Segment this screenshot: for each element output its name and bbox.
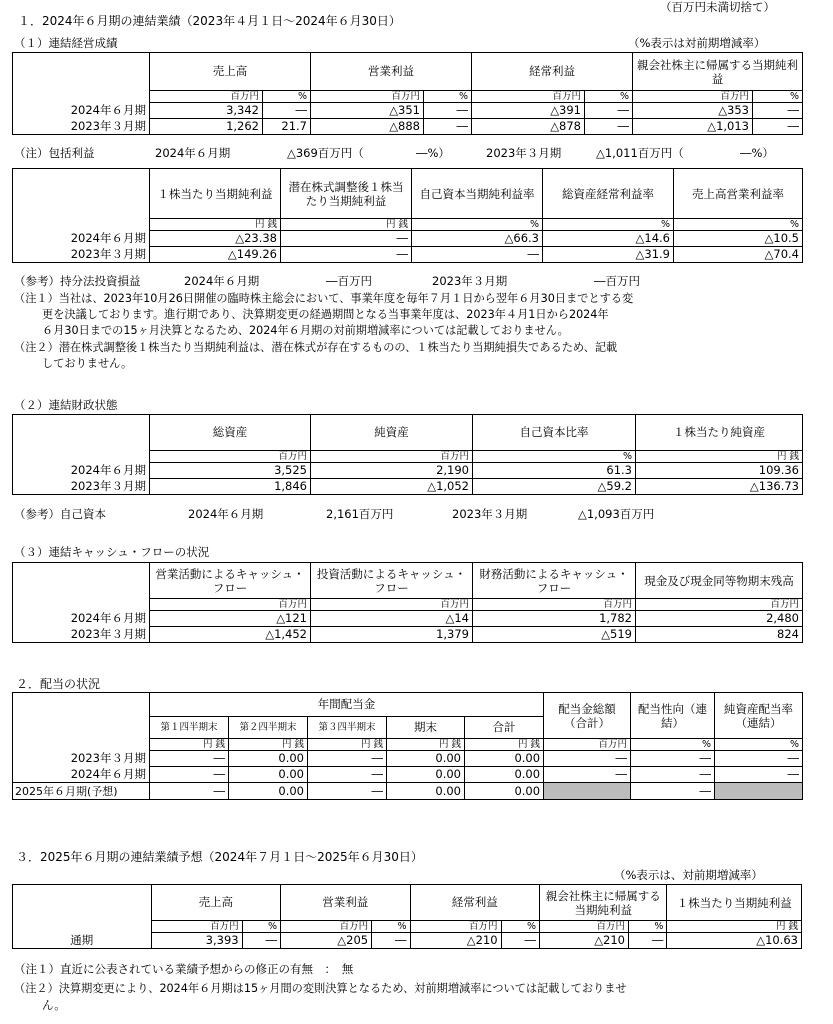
header-bps: １株当たり純資産 <box>636 415 803 451</box>
header-diluted-eps: 潜在株式調整後１株当たり当期純利益 <box>281 169 412 219</box>
header-financing-cf: 財務活動によるキャッシュ・フロー <box>473 563 636 599</box>
value-cell: ― <box>150 767 229 783</box>
value-cell: ― <box>585 119 633 135</box>
unit-note: （百万円未満切捨て） <box>660 0 775 14</box>
value-cell: ― <box>715 751 803 767</box>
unit-cell: 百万円 <box>636 599 803 611</box>
value-cell: △10.5 <box>674 231 803 247</box>
header-eps: １株当たり当期純利益 <box>667 885 802 921</box>
unit-cell: % <box>753 91 803 103</box>
comprehensive-income-change2: ―%） <box>740 146 774 160</box>
value-cell: △23.38 <box>150 231 281 247</box>
unit-cell: % <box>628 921 666 933</box>
value-cell: ― <box>501 933 539 949</box>
unit-cell: 百万円 <box>151 921 242 933</box>
unit-cell: 百万円 <box>150 451 311 463</box>
comprehensive-income-period1: 2024年６月期 <box>155 146 231 160</box>
forecast-pct-note: （%表示は、対前期増減率） <box>614 868 763 882</box>
value-cell: 3,525 <box>150 463 311 479</box>
unit-cell: % <box>263 91 311 103</box>
unit-cell: 円 銭 <box>281 219 412 231</box>
row-label: 2025年６月期(予想) <box>13 783 150 800</box>
unit-cell: 百万円 <box>311 599 473 611</box>
own-capital-value1: 2,161百万円 <box>326 507 394 521</box>
shaded-cell <box>715 783 803 800</box>
unit-cell: 円 銭 <box>465 739 544 751</box>
value-cell: △351 <box>311 103 424 119</box>
unit-cell: 百万円 <box>281 921 372 933</box>
unit-cell: % <box>501 921 539 933</box>
comprehensive-income-period2: 2023年３月期 <box>486 146 562 160</box>
forecast-table <box>12 884 802 949</box>
value-cell: △14 <box>311 611 473 627</box>
unit-cell: % <box>585 91 633 103</box>
header-total-assets: 総資産 <box>150 415 311 451</box>
note-1-line-1: （注１）当社は、2023年10月26日開催の臨時株主総会において、事業年度を毎年７月１日から翌年６月30日までとする変 <box>14 292 634 305</box>
value-cell: ― <box>628 933 666 949</box>
row-label: 2023年３月期 <box>13 247 150 263</box>
unit-cell: 円 銭 <box>636 451 803 463</box>
header-operating-profit: 営業利益 <box>311 53 472 91</box>
value-cell: ― <box>263 103 311 119</box>
header-eps: １株当たり当期純利益 <box>150 169 281 219</box>
header-sales: 売上高 <box>151 885 280 921</box>
forecast-note-1: （注１）直近に公表されている業績予想からの修正の有無 ： 無 <box>14 962 354 976</box>
value-cell: 2,190 <box>311 463 473 479</box>
forecast-note-2-line-1: （注２）決算期変更により、2024年６月期は15ヶ月間の変則決算となるため、対前期増減率については記載しておりませ <box>14 982 627 995</box>
header-roe: 自己資本当期純利益率 <box>412 169 543 219</box>
pct-note: （%表示は対前期増減率） <box>628 36 766 50</box>
value-cell: △391 <box>472 103 585 119</box>
row-label: 通期 <box>13 933 152 949</box>
value-cell: 21.7 <box>263 119 311 135</box>
value-cell: ― <box>242 933 280 949</box>
unit-cell: 百万円 <box>473 599 636 611</box>
header-net-income: 親会社株主に帰属する当期純利益 <box>633 53 803 91</box>
unit-cell: % <box>424 91 472 103</box>
row-label: 2023年３月期 <box>13 627 150 643</box>
equity-method-value1: ―百万円 <box>326 274 372 288</box>
value-cell: ― <box>308 751 387 767</box>
unit-cell: 百万円 <box>311 91 424 103</box>
unit-cell: 百万円 <box>544 739 631 751</box>
equity-method-label: （参考）持分法投資損益 <box>14 274 141 288</box>
unit-cell: % <box>674 219 803 231</box>
header-doe: 純資産配当率（連結） <box>715 693 803 739</box>
subsection-title-financial: （２）連結財政状態 <box>14 398 118 412</box>
row-label: 2023年３月期 <box>13 119 150 135</box>
header-q1: 第１四半期末 <box>150 717 229 739</box>
unit-cell: 百万円 <box>472 91 585 103</box>
dividends-table <box>12 692 803 800</box>
header-operating-cf: 営業活動によるキャッシュ・フロー <box>150 563 311 599</box>
unit-cell: 百万円 <box>150 91 263 103</box>
value-cell: △878 <box>472 119 585 135</box>
unit-cell: 百万円 <box>150 599 311 611</box>
row-label: 2024年６月期 <box>13 231 150 247</box>
header-net-assets: 純資産 <box>311 415 473 451</box>
unit-cell: % <box>631 739 715 751</box>
value-cell: 1,262 <box>150 119 263 135</box>
value-cell: ― <box>308 767 387 783</box>
shaded-cell <box>544 783 631 800</box>
value-cell: △1,013 <box>633 119 753 135</box>
equity-method-period1: 2024年６月期 <box>184 274 260 288</box>
section-title-results: １．2024年６月期の連結業績（2023年４月１日～2024年６月30日） <box>18 14 401 28</box>
header-net-income: 親会社株主に帰属する当期純利益 <box>539 885 666 921</box>
row-label: 2023年３月期 <box>13 751 150 767</box>
header-total: 合計 <box>465 717 544 739</box>
value-cell: 0.00 <box>387 783 465 800</box>
value-cell: △210 <box>539 933 628 949</box>
value-cell: ― <box>412 247 543 263</box>
row-label: 2023年３月期 <box>13 479 150 495</box>
value-cell: △1,452 <box>150 627 311 643</box>
value-cell: ― <box>631 751 715 767</box>
value-cell: △149.26 <box>150 247 281 263</box>
value-cell: ― <box>715 767 803 783</box>
unit-cell: % <box>242 921 280 933</box>
note-1-line-3: ６月30日までの15ヶ月決算となるため、2024年６月期の対前期増減率については記載しておりません。 <box>42 324 569 337</box>
value-cell: 61.3 <box>473 463 636 479</box>
value-cell: 0.00 <box>465 751 544 767</box>
value-cell: 0.00 <box>465 767 544 783</box>
operating-results-table <box>12 52 803 135</box>
header-cash-balance: 現金及び現金同等物期末残高 <box>636 563 803 599</box>
value-cell: 3,342 <box>150 103 263 119</box>
value-cell: 1,379 <box>311 627 473 643</box>
value-cell: △31.9 <box>543 247 674 263</box>
own-capital-value2: △1,093百万円 <box>578 507 655 521</box>
header-q2: 第２四半期末 <box>229 717 308 739</box>
value-cell: △121 <box>150 611 311 627</box>
value-cell: △66.3 <box>412 231 543 247</box>
subsection-title-cashflow: （３）連結キャッシュ・フローの状況 <box>14 545 210 559</box>
value-cell: △70.4 <box>674 247 803 263</box>
unit-cell: 円 銭 <box>308 739 387 751</box>
value-cell: 3,393 <box>151 933 242 949</box>
section-title-dividends: ２．配当の状況 <box>16 677 101 691</box>
unit-cell: % <box>412 219 543 231</box>
unit-cell: 円 銭 <box>229 739 308 751</box>
row-label: 2024年６月期 <box>13 103 150 119</box>
header-q3: 第３四半期末 <box>308 717 387 739</box>
header-ordinary-profit: 経常利益 <box>472 53 633 91</box>
header-roa: 総資産経常利益率 <box>543 169 674 219</box>
value-cell: △210 <box>410 933 501 949</box>
value-cell: 0.00 <box>229 783 308 800</box>
note-1-line-2: 更を決議しております。進行期であり、決算期変更の経過期間となる当事業年度は、2023年４月1日から2024年 <box>42 308 609 321</box>
header-operating-margin: 売上高営業利益率 <box>674 169 803 219</box>
value-cell: 0.00 <box>229 767 308 783</box>
value-cell: △1,052 <box>311 479 473 495</box>
value-cell: ― <box>753 119 803 135</box>
section-title-forecast: ３．2025年６月期の連結業績予想（2024年７月１日～2025年６月30日） <box>16 850 423 864</box>
value-cell: ― <box>372 933 410 949</box>
cashflow-table <box>12 562 803 643</box>
forecast-note-2-line-2: ん。 <box>42 998 66 1012</box>
value-cell: ― <box>631 783 715 800</box>
own-capital-period2: 2023年３月期 <box>452 507 528 521</box>
unit-cell: 円 銭 <box>150 219 281 231</box>
value-cell: △519 <box>473 627 636 643</box>
value-cell: 824 <box>636 627 803 643</box>
comprehensive-income-value1: △369百万円（ <box>287 146 364 160</box>
comprehensive-income-label: （注）包括利益 <box>14 146 95 160</box>
header-investing-cf: 投資活動によるキャッシュ・フロー <box>311 563 473 599</box>
value-cell: 0.00 <box>387 767 465 783</box>
equity-method-period2: 2023年３月期 <box>432 274 508 288</box>
value-cell: 0.00 <box>387 751 465 767</box>
note-2-line-2: しておりません。 <box>42 357 133 370</box>
value-cell: ― <box>150 783 229 800</box>
unit-cell: 百万円 <box>633 91 753 103</box>
header-operating-profit: 営業利益 <box>281 885 410 921</box>
value-cell: ― <box>753 103 803 119</box>
value-cell: △136.73 <box>636 479 803 495</box>
equity-method-value2: ―百万円 <box>594 274 640 288</box>
header-payout-ratio: 配当性向（連結） <box>631 693 715 739</box>
own-capital-label: （参考）自己資本 <box>14 507 106 521</box>
unit-cell: % <box>473 451 636 463</box>
unit-cell: 百万円 <box>539 921 628 933</box>
value-cell: ― <box>631 767 715 783</box>
value-cell: ― <box>544 767 631 783</box>
financial-position-table <box>12 414 803 495</box>
value-cell: 2,480 <box>636 611 803 627</box>
unit-cell: 百万円 <box>410 921 501 933</box>
value-cell: △353 <box>633 103 753 119</box>
header-equity-ratio: 自己資本比率 <box>473 415 636 451</box>
unit-cell: 百万円 <box>311 451 473 463</box>
header-ordinary-profit: 経常利益 <box>410 885 539 921</box>
comprehensive-income-change1: ―%） <box>416 146 450 160</box>
value-cell: 1,782 <box>473 611 636 627</box>
header-annual-dividend: 年間配当金 <box>150 693 544 717</box>
value-cell: 0.00 <box>229 751 308 767</box>
unit-cell: % <box>372 921 410 933</box>
value-cell: 109.36 <box>636 463 803 479</box>
value-cell: 0.00 <box>465 783 544 800</box>
value-cell: △888 <box>311 119 424 135</box>
own-capital-period1: 2024年６月期 <box>188 507 264 521</box>
unit-cell: 円 銭 <box>667 921 802 933</box>
header-total-dividend: 配当金総額（合計） <box>544 693 631 739</box>
per-share-table <box>12 168 803 263</box>
header-sales: 売上高 <box>150 53 311 91</box>
unit-cell: 円 銭 <box>387 739 465 751</box>
value-cell: △59.2 <box>473 479 636 495</box>
row-label: 2024年６月期 <box>13 611 150 627</box>
comprehensive-income-value2: △1,011百万円（ <box>596 146 684 160</box>
unit-cell: % <box>715 739 803 751</box>
row-label: 2024年６月期 <box>13 463 150 479</box>
value-cell: ― <box>424 103 472 119</box>
row-label: 2024年６月期 <box>13 767 150 783</box>
value-cell: ― <box>281 231 412 247</box>
value-cell: △10.63 <box>667 933 802 949</box>
value-cell: ― <box>308 783 387 800</box>
unit-cell: 円 銭 <box>150 739 229 751</box>
subsection-title-operating: （１）連結経営成績 <box>14 36 118 50</box>
value-cell: ― <box>424 119 472 135</box>
unit-cell: % <box>543 219 674 231</box>
value-cell: ― <box>585 103 633 119</box>
note-2-line-1: （注２）潜在株式調整後１株当たり当期純利益は、潜在株式が存在するものの、１株当たり当期純損失であるため、記載 <box>14 341 618 354</box>
value-cell: ― <box>544 751 631 767</box>
value-cell: ― <box>150 751 229 767</box>
header-year-end: 期末 <box>387 717 465 739</box>
value-cell: ― <box>281 247 412 263</box>
value-cell: △14.6 <box>543 231 674 247</box>
value-cell: △205 <box>281 933 372 949</box>
value-cell: 1,846 <box>150 479 311 495</box>
